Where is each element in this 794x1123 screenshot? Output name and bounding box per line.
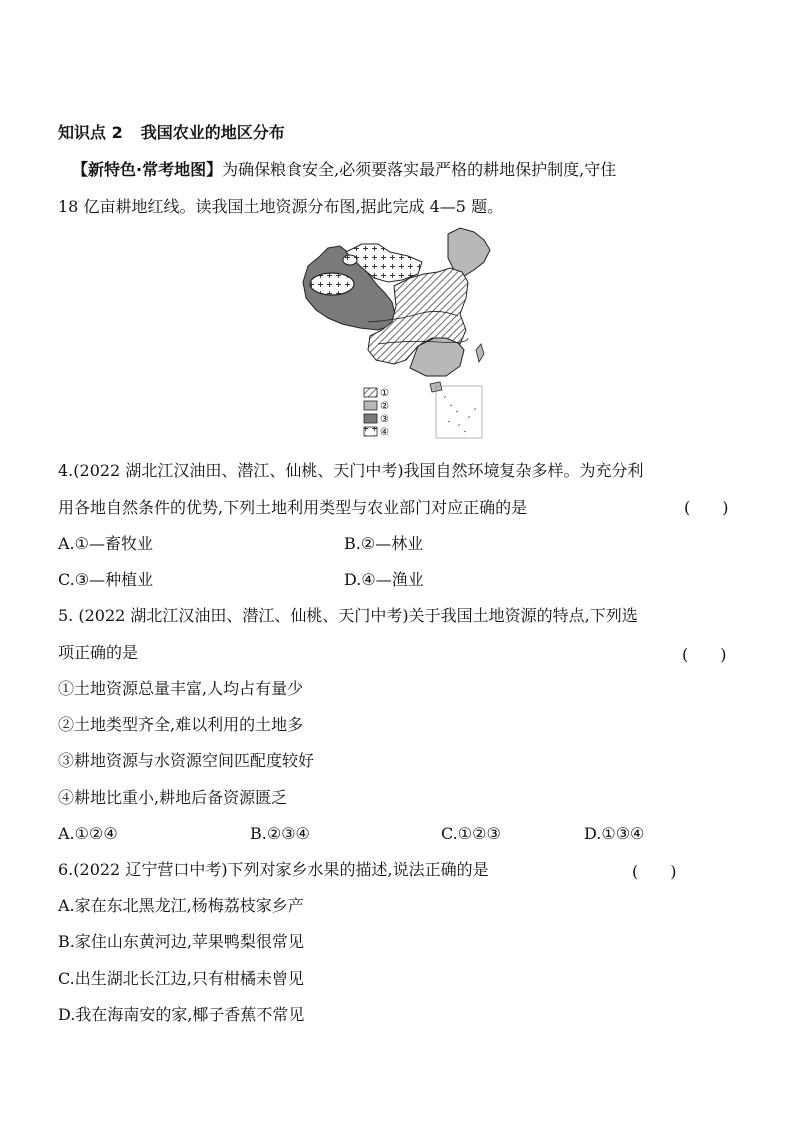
- map-legend: [364, 388, 389, 438]
- q6-option-a[interactable]: A.家在东北黑龙江,杨梅荔枝家乡产: [58, 896, 304, 915]
- svg-text:②: ②: [380, 401, 389, 412]
- q5-statement-4: ④耕地比重小,耕地后备资源匮乏: [58, 788, 288, 807]
- q4-stem-line-1: 4.(2022 湖北江汉油田、潜江、仙桃、天门中考)我国自然环境复杂多样。为充分利: [58, 461, 644, 480]
- section-number: 知识点 2: [58, 123, 123, 142]
- q6-option-b[interactable]: B.家住山东黄河边,苹果鸭梨很常见: [58, 932, 304, 951]
- q5-option-d[interactable]: D.①③④: [584, 824, 645, 843]
- q5-option-b[interactable]: B.②③④: [250, 824, 310, 843]
- q5-stem-line-1: 5. (2022 湖北江汉油田、潜江、仙桃、天门中考)关于我国土地资源的特点,下列选: [58, 606, 638, 625]
- q5-answer-blank[interactable]: ( ): [682, 645, 727, 664]
- intro-line-2: 18 亿亩耕地红线。读我国土地资源分布图,据此完成 4—5 题。: [58, 197, 504, 216]
- section-heading: [58, 123, 285, 143]
- q4-answer-blank[interactable]: ( ): [684, 498, 729, 517]
- q4-option-b[interactable]: B.②—林业: [344, 534, 424, 553]
- intro-text-1: 为确保粮食安全,必须要落实最严格的耕地保护制度,守住: [222, 160, 617, 179]
- q5-stem-line-2: 项正确的是: [58, 643, 139, 662]
- q4-option-c[interactable]: C.③—种植业: [58, 570, 154, 589]
- svg-text:①: ①: [380, 388, 389, 399]
- svg-text:③: ③: [380, 414, 389, 425]
- q5-statement-1: ①土地资源总量丰富,人均占有量少: [58, 679, 304, 698]
- q5-statement-3: ③耕地资源与水资源空间匹配度较好: [58, 751, 315, 770]
- q4-option-a[interactable]: A.①—畜牧业: [58, 534, 153, 553]
- intro-line-1: [72, 160, 616, 180]
- region-light: [448, 228, 490, 276]
- q5-option-c[interactable]: C.①②③: [441, 824, 501, 843]
- q6-stem: 6.(2022 辽宁营口中考)下列对家乡水果的描述,说法正确的是: [58, 860, 489, 879]
- section-title: 我国农业的地区分布: [140, 123, 285, 142]
- china-land-resources-map: [298, 226, 508, 441]
- q5-option-a[interactable]: A.①②④: [58, 824, 118, 843]
- q5-statement-2: ②土地类型齐全,难以利用的土地多: [58, 715, 304, 734]
- q6-option-d[interactable]: D.我在海南安的家,椰子香蕉不常见: [58, 1005, 305, 1024]
- svg-text:④: ④: [380, 427, 389, 438]
- q6-answer-blank[interactable]: ( ): [632, 862, 677, 881]
- basin-oval-small: [343, 255, 357, 265]
- q4-stem-line-2: 用各地自然条件的优势,下列土地利用类型与农业部门对应正确的是: [58, 498, 528, 517]
- q6-option-c[interactable]: C.出生湖北长江边,只有柑橘未曾见: [58, 969, 304, 988]
- intro-tag: 【新特色·常考地图】: [72, 160, 223, 179]
- q4-option-d[interactable]: D.④—渔业: [344, 570, 424, 589]
- basin-oval: [310, 273, 354, 295]
